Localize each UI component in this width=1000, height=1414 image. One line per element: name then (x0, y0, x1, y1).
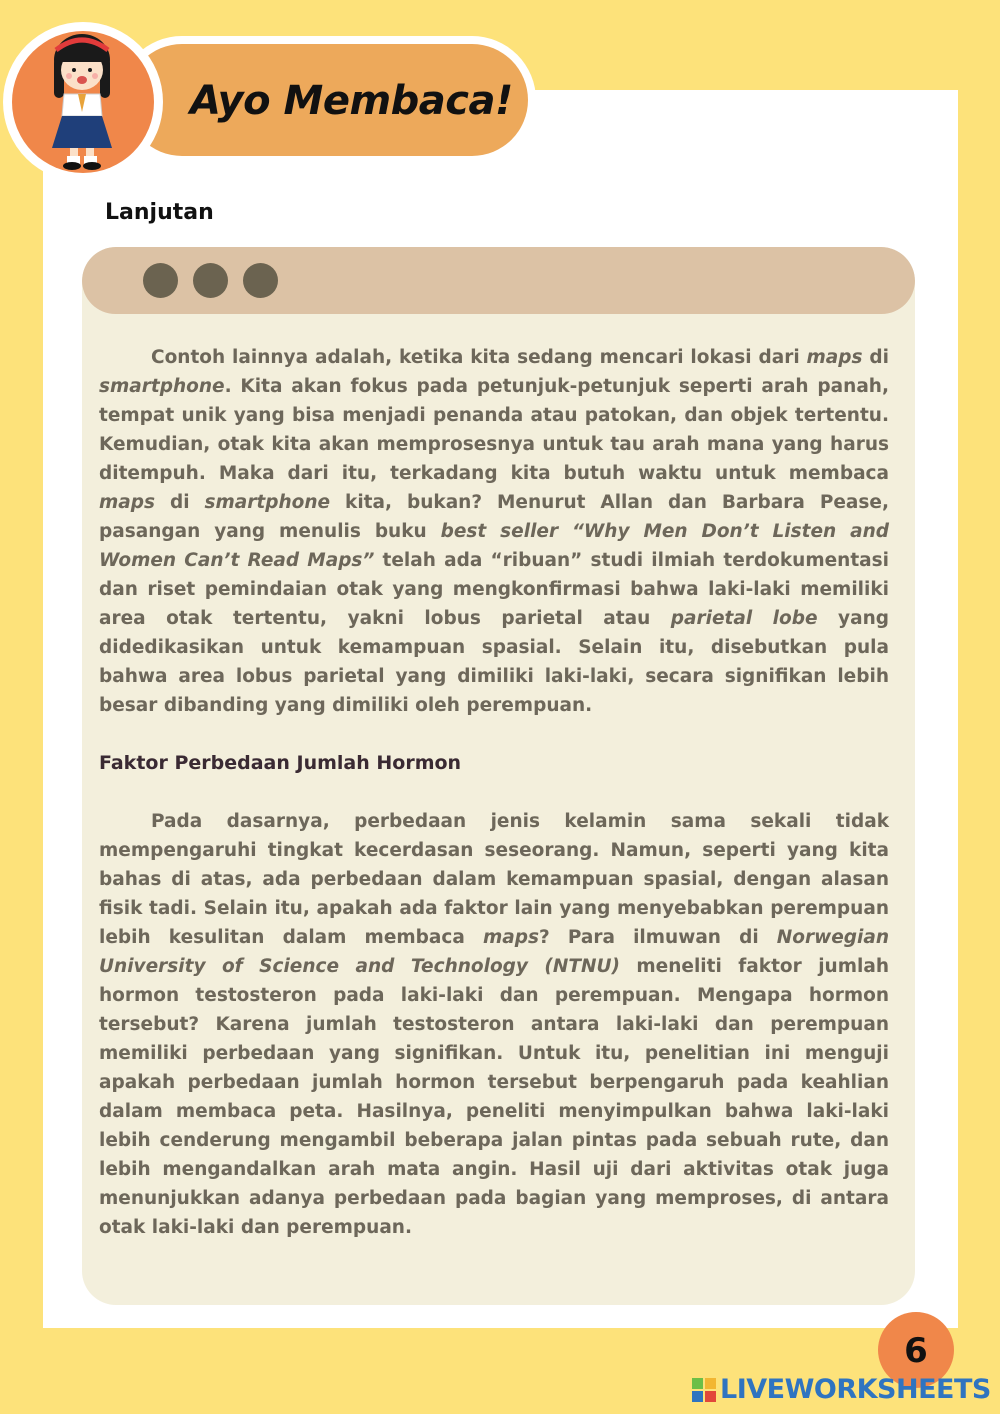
reading-card (82, 247, 915, 1305)
text-run: yang didedikasikan untuk kemampuan spasial. Selain itu, disebutkan pula bahwa area lobus parietal yang dimiliki laki-laki, secara signifikan lebih besar dibanding yang dimiliki oleh perempuan. (99, 608, 889, 716)
card-title-bar (82, 247, 915, 314)
italic-run: maps (482, 927, 539, 948)
text-run: ? Para ilmuwan di (538, 927, 777, 948)
text-run: di (155, 492, 205, 513)
italic-run: best seller “Why Men Don’t Listen and Women Can’t Read Maps” (99, 521, 889, 571)
text-run: Contoh lainnya adalah, ketika kita sedang mencari lokasi dari (151, 347, 807, 368)
italic-run: maps (99, 492, 156, 513)
text-run: di (862, 347, 889, 368)
student-girl-icon (12, 20, 154, 172)
text-run: telah ada “ribuan” studi ilmiah terdokumentasi dan riset pemindaian otak yang mengkonfirmasi bahwa laki-laki memiliki area otak tertentu, yakni lobus parietal atau (99, 550, 889, 629)
page-number: 6 (904, 1331, 928, 1371)
section-label: Lanjutan (105, 200, 214, 225)
window-dot-icon (193, 263, 228, 298)
text-run: kita, bukan? Menurut Allan dan Barbara Pease, pasangan yang menulis buku (99, 492, 889, 542)
text-run: Pada dasarnya, perbedaan jenis kelamin sama sekali tidak mempengaruhi tingkat kecerdasan seseorang. Namun, seperti yang kita bahas di atas, ada perbedaan dalam kemampuan spasial, dengan alasan fisik tadi. Selain itu, apakah ada faktor lain yang menyebabkan perempuan lebih kesulitan dalam membaca (99, 811, 889, 948)
italic-run: smartphone (99, 376, 225, 397)
paragraph-1 (99, 343, 889, 720)
brand-text: LIVEWORKSHEETS (720, 1374, 991, 1405)
liveworksheets-brand[interactable] (692, 1372, 992, 1408)
subheading: Faktor Perbedaan Jumlah Hormon (99, 752, 462, 774)
italic-run: parietal lobe (670, 608, 818, 629)
window-dot-icon (143, 263, 178, 298)
liveworksheets-logo-icon (692, 1378, 716, 1402)
italic-run: smartphone (204, 492, 331, 513)
reading-text (99, 343, 889, 1242)
page-title: Ayo Membaca! (190, 78, 513, 124)
text-run: . Kita akan fokus pada petunjuk-petunjuk seperti arah panah, tempat unik yang bisa menjadi penanda atau patokan, dan objek tertentu. Kemudian, otak kita akan memprosesnya untuk tau arah mana yang harus ditempuh. Maka dari itu, terkadang kita butuh waktu untuk membaca (99, 376, 889, 484)
text-run: meneliti faktor jumlah hormon testosteron pada laki-laki dan perempuan. Mengapa hormon tersebut? Karena jumlah testosteron antara laki-laki dan perempuan memiliki perbedaan yang signifikan. Untuk itu, penelitian ini menguji apakah perbedaan jumlah hormon tersebut berpengaruh pada keahlian dalam membaca peta. Hasilnya, peneliti menyimpulkan bahwa laki-laki lebih cenderung mengambil beberapa jalan pintas pada sebuah rute, dan lebih mengandalkan arah mata angin. Hasil uji dari aktivitas otak juga menunjukkan adanya perbedaan pada bagian yang memproses, di antara otak laki-laki dan perempuan. (99, 956, 889, 1238)
italic-run: maps (806, 347, 863, 368)
italic-run: Norwegian University of Science and Technology (NTNU) (99, 927, 889, 977)
window-dot-icon (243, 263, 278, 298)
paragraph-2 (99, 807, 889, 1242)
